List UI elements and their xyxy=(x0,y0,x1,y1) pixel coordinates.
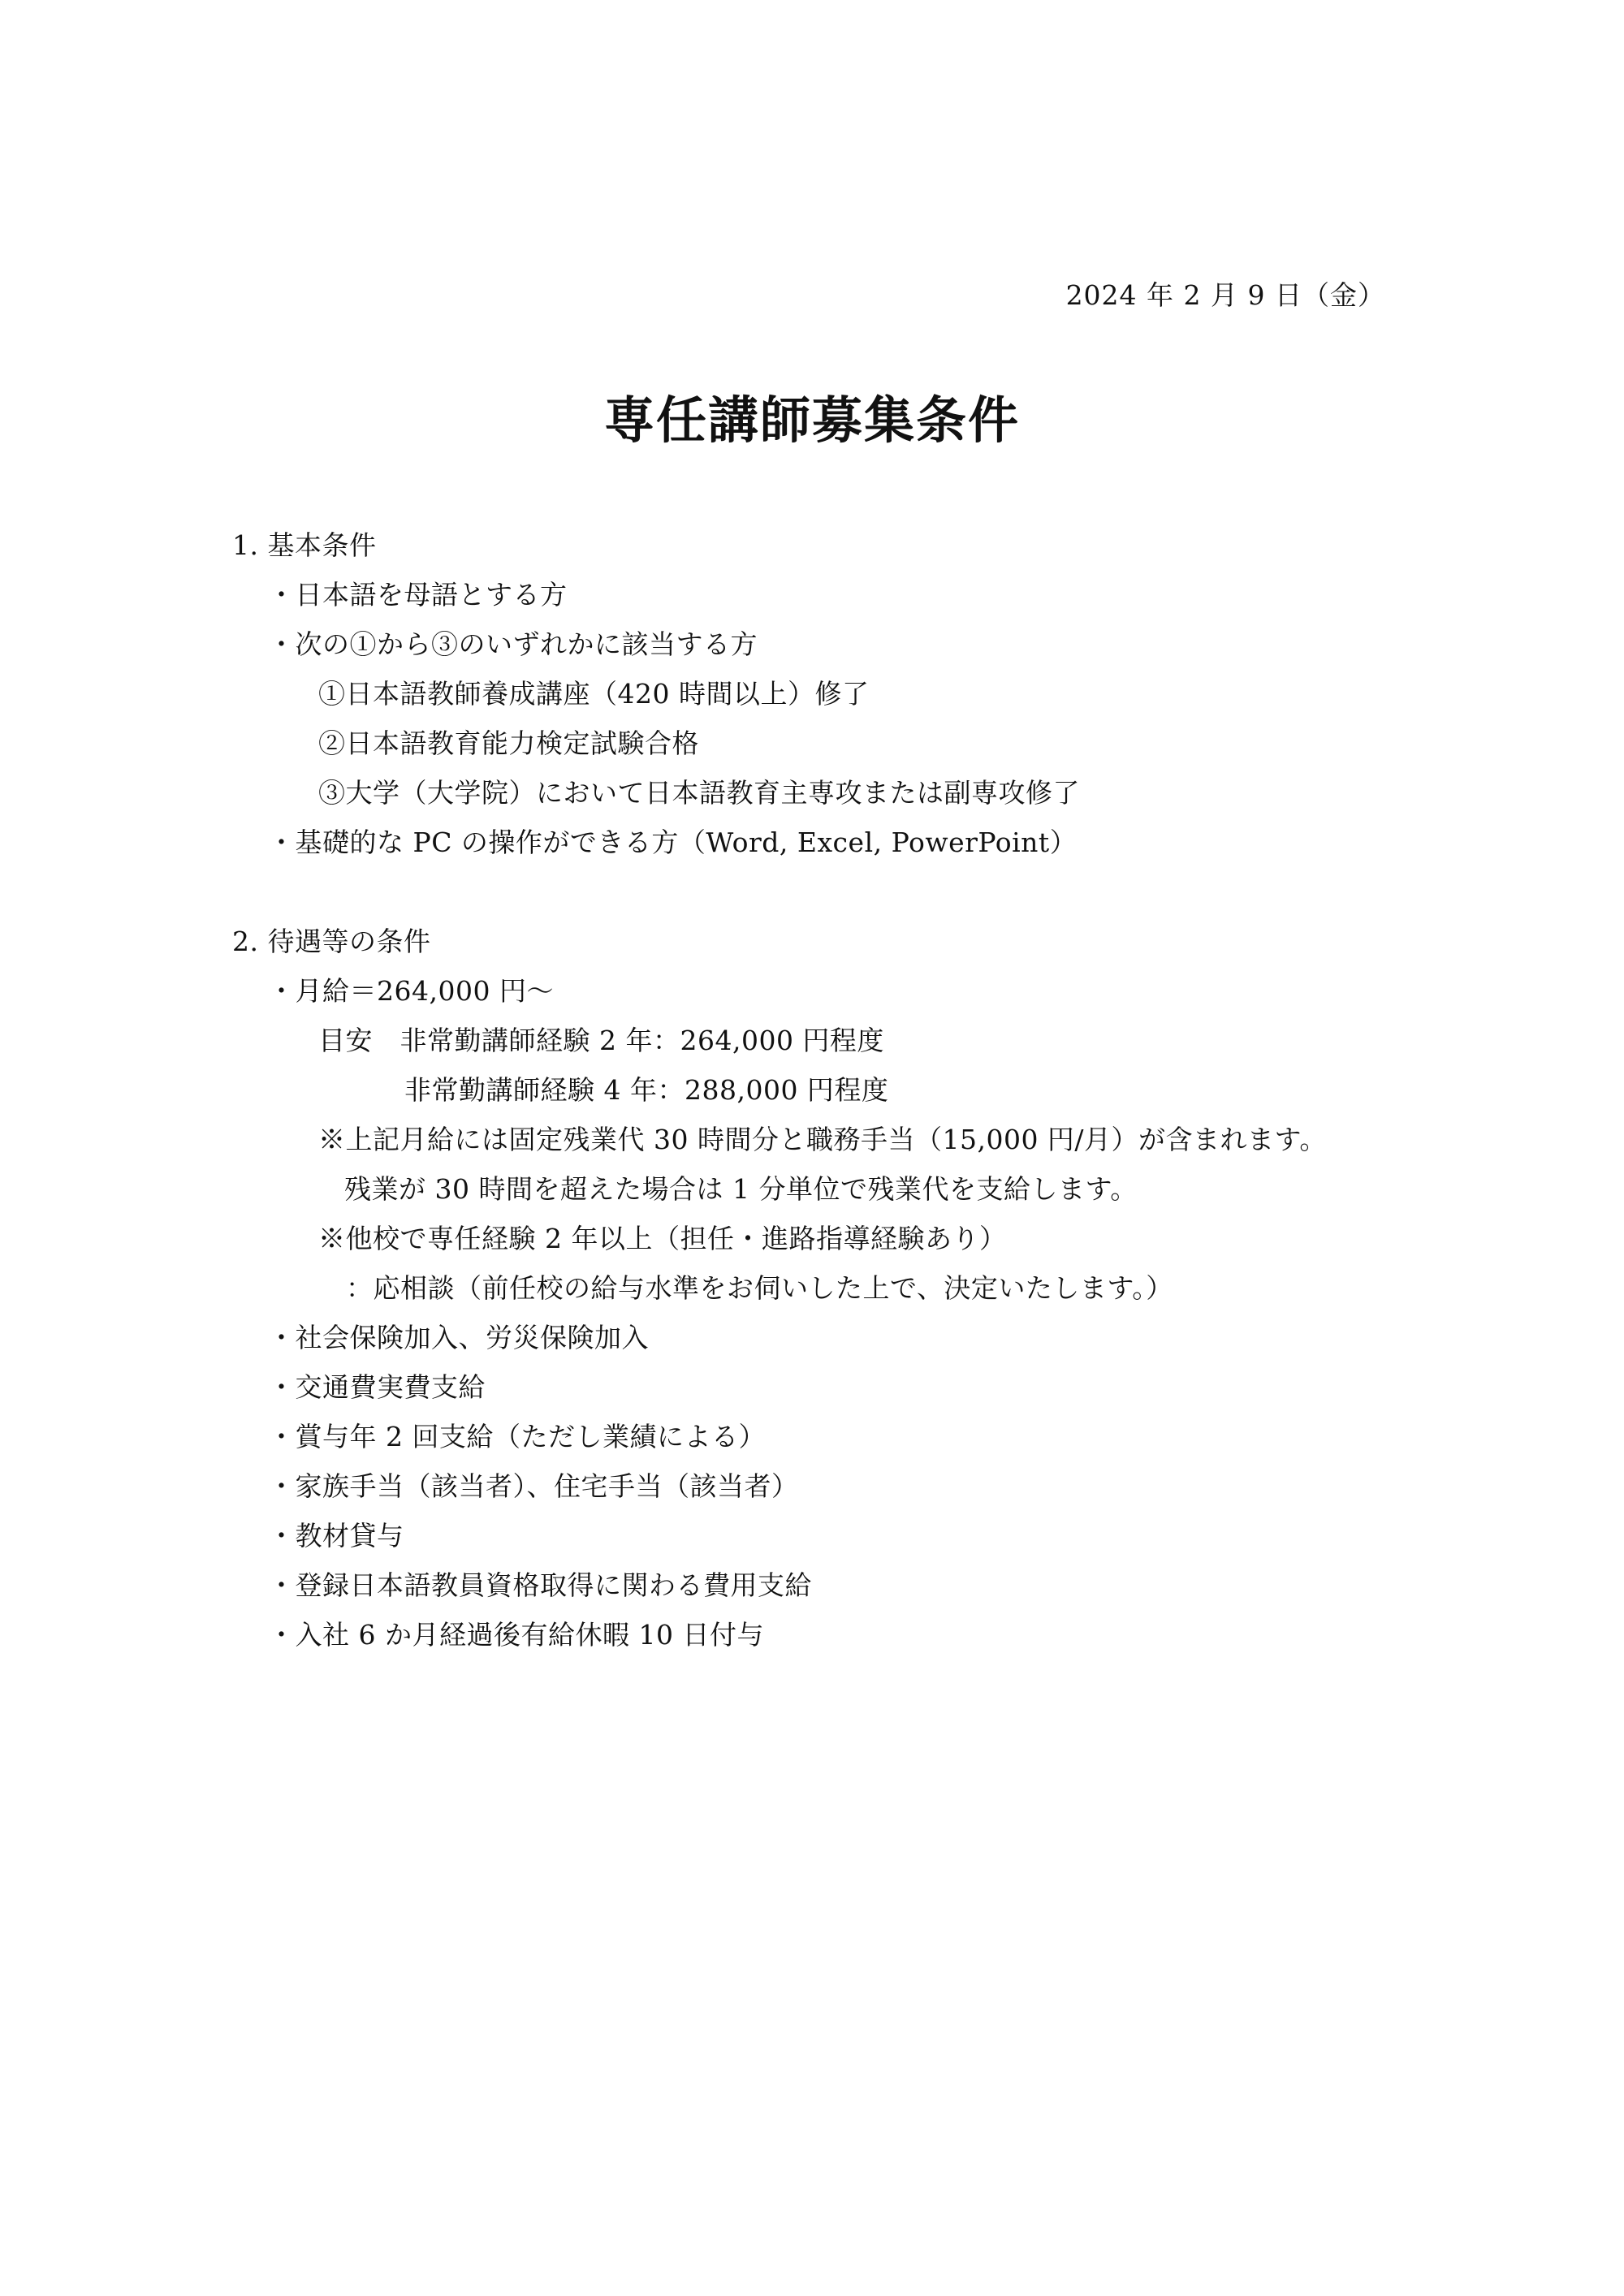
section-heading-basic-conditions: 1. 基本条件 xyxy=(232,529,377,561)
list-item: ・入社 6 か月経過後有給休暇 10 日付与 xyxy=(268,1619,764,1651)
salary-guide-line: 目安 非常勤講師経験 2 年：264,000 円程度 xyxy=(318,1025,884,1056)
list-item: ・登録日本語教員資格取得に関わる費用支給 xyxy=(268,1569,812,1601)
list-item: ・基礎的な PC の操作ができる方（Word, Excel, PowerPoint） xyxy=(268,826,1078,858)
list-item: ・交通費実費支給 xyxy=(268,1371,486,1403)
list-item: ・教材貸与 xyxy=(268,1520,404,1552)
list-item: ・賞与年 2 回支給（ただし業績による） xyxy=(268,1421,766,1452)
section-heading-treatment-conditions: 2. 待遇等の条件 xyxy=(232,926,431,957)
list-item: ・次の①から③のいずれかに該当する方 xyxy=(268,628,758,660)
note-line: 残業が 30 時間を超えた場合は 1 分単位で残業代を支給します。 xyxy=(344,1173,1138,1205)
list-item: ・日本語を母語とする方 xyxy=(268,579,568,611)
document-date: 2024 年 2 月 9 日（金） xyxy=(1065,279,1385,311)
note-line: ※上記月給には固定残業代 30 時間分と職務手当（15,000 円/月）が含まれます。 xyxy=(318,1124,1327,1155)
note-line: ※他校で専任経験 2 年以上（担任・進路指導経験あり） xyxy=(318,1223,1007,1254)
salary-guide-line: 非常勤講師経験 4 年：288,000 円程度 xyxy=(404,1074,889,1106)
list-item: ・社会保険加入、労災保険加入 xyxy=(268,1322,649,1353)
document-title: 専任講師募集条件 xyxy=(603,391,1020,450)
list-item: ・月給＝264,000 円～ xyxy=(268,975,554,1007)
list-item: ・家族手当（該当者）、住宅手当（該当者） xyxy=(268,1470,799,1502)
list-subitem: ②日本語教育能力検定試験合格 xyxy=(318,727,699,759)
list-subitem: ①日本語教師養成講座（420 時間以上）修了 xyxy=(318,678,870,710)
note-line: ：応相談（前任校の給与水準をお伺いした上で、決定いたします。） xyxy=(346,1272,1173,1304)
list-subitem: ③大学（大学院）において日本語教育主専攻または副専攻修了 xyxy=(318,777,1080,809)
